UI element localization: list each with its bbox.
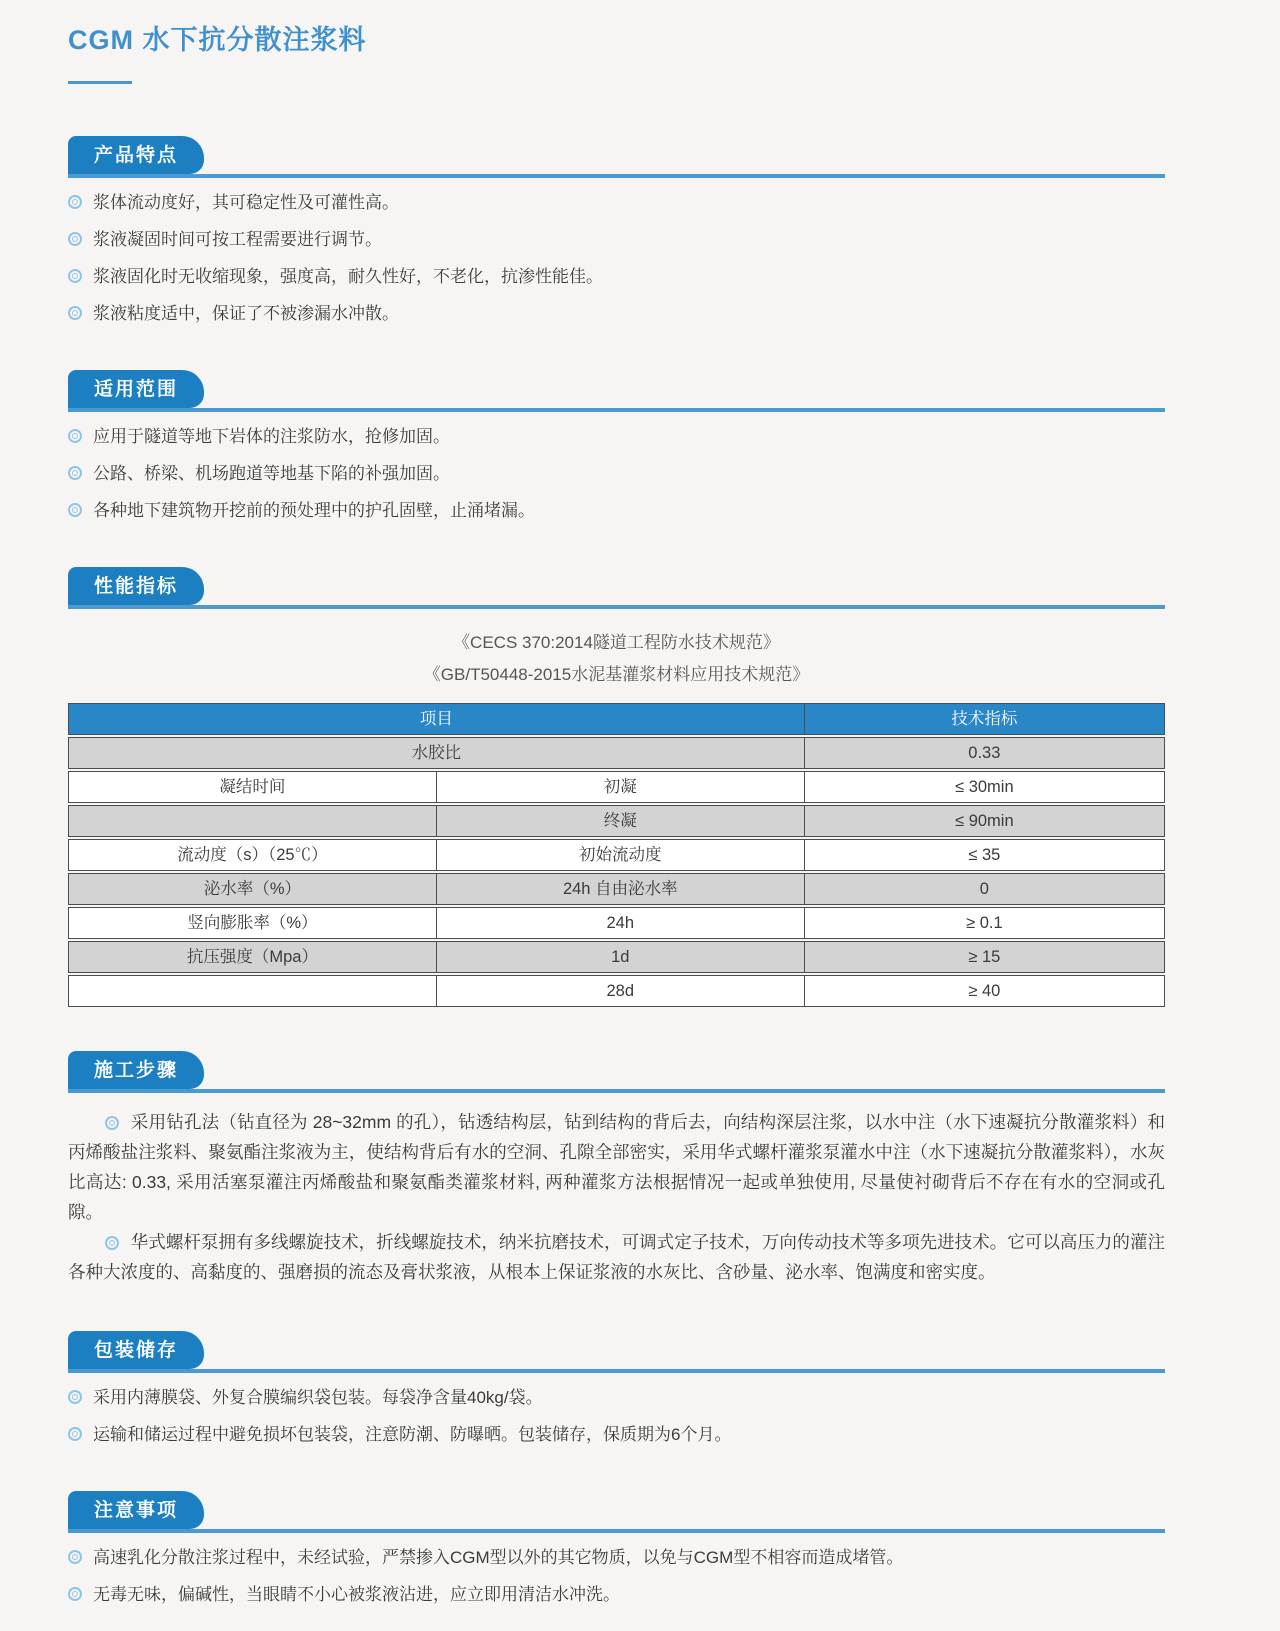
section-heading-tab: 施工步骤 — [68, 1051, 204, 1089]
list-item — [68, 499, 1165, 523]
table-cell: ≤ 35 — [804, 840, 1164, 870]
list-item-text: 浆体流动度好，其可稳定性及可灌性高。 — [93, 193, 399, 212]
list-item — [68, 1546, 1165, 1570]
list-item — [68, 1583, 1165, 1607]
table-row — [68, 907, 1165, 939]
section-heading-rule — [68, 370, 1165, 412]
list-item — [68, 302, 1165, 326]
table-cell: 流动度（s）（25℃） — [177, 846, 328, 864]
table-cell: 24h 自由泌水率 — [436, 874, 804, 904]
section-performance — [68, 567, 1165, 1007]
table-cell: 0.33 — [804, 738, 1164, 768]
table-cell: 24h — [436, 908, 804, 938]
list-item — [68, 228, 1165, 252]
section-construction — [68, 1051, 1165, 1287]
notes-list — [68, 1546, 1165, 1607]
table-row — [68, 975, 1165, 1007]
table-row — [68, 839, 1165, 871]
performance-table — [68, 703, 1165, 1007]
table-row — [68, 941, 1165, 973]
table-cell: ≥ 15 — [804, 942, 1164, 972]
ring-bullet-icon — [68, 503, 82, 517]
ring-bullet-icon — [68, 466, 82, 480]
section-heading-rule — [68, 1051, 1165, 1093]
table-row — [68, 873, 1165, 905]
table-cell — [69, 976, 436, 1006]
standard-reference: 《CECS 370:2014隧道工程防水技术规范》 — [453, 633, 780, 652]
list-item — [68, 191, 1165, 215]
section-heading-tab: 包装储存 — [68, 1331, 204, 1369]
list-item-text: 运输和储运过程中避免损坏包装袋，注意防潮、防曝晒。包装储存，保质期为6个月。 — [93, 1425, 732, 1444]
list-item-text: 浆液固化时无收缩现象，强度高，耐久性好，不老化，抗渗性能佳。 — [93, 267, 603, 286]
table-row — [68, 805, 1165, 837]
section-heading-rule — [68, 567, 1165, 609]
standard-reference: 《GB/T50448-2015水泥基灌浆材料应用技术规范》 — [423, 665, 810, 684]
list-item-text: 高速乳化分散注浆过程中，未经试验，严禁掺入CGM型以外的其它物质，以免与CGM型不相容而造成堵管。 — [93, 1548, 904, 1567]
section-heading-rule — [68, 1331, 1165, 1373]
list-item-text: 无毒无味，偏碱性，当眼睛不小心被浆液沾进，应立即用清洁水冲洗。 — [93, 1585, 620, 1604]
list-item — [68, 265, 1165, 289]
list-item-text: 公路、桥梁、机场跑道等地基下陷的补强加固。 — [93, 464, 450, 483]
list-item-text: 浆液凝固时间可按工程需要进行调节。 — [93, 230, 382, 249]
section-heading-tab: 适用范围 — [68, 370, 204, 408]
list-item-text: 应用于隧道等地下岩体的注浆防水，抢修加固。 — [93, 427, 450, 446]
ring-bullet-icon — [68, 195, 82, 209]
ring-bullet-icon — [68, 429, 82, 443]
table-row — [68, 737, 1165, 769]
ring-bullet-icon — [68, 1587, 82, 1601]
table-cell — [69, 806, 436, 836]
ring-bullet-icon — [68, 269, 82, 283]
table-cell: ≥ 0.1 — [804, 908, 1164, 938]
list-item-text: 浆液粘度适中，保证了不被渗漏水冲散。 — [93, 304, 399, 323]
list-item-text: 各种地下建筑物开挖前的预处理中的护孔固壁，止涌堵漏。 — [93, 501, 535, 520]
list-item — [68, 462, 1165, 486]
table-cell: ≤ 30min — [804, 772, 1164, 802]
list-item — [68, 425, 1165, 449]
section-notes — [68, 1491, 1165, 1607]
table-header-cell: 技术指标 — [804, 704, 1164, 734]
ring-bullet-icon — [105, 1236, 119, 1250]
section-scope — [68, 370, 1165, 523]
table-row — [68, 771, 1165, 803]
table-header-row — [68, 703, 1165, 735]
list-item-text: 采用内薄膜袋、外复合膜编织袋包装。每袋净含量40kg/袋。 — [93, 1388, 543, 1407]
page-title: CGM 水下抗分散注浆料 — [68, 25, 367, 55]
table-cell: 初凝 — [436, 772, 804, 802]
table-header-cell: 项目 — [419, 710, 453, 728]
table-cell: 竖向膨胀率（%） — [187, 914, 318, 932]
table-cell: ≤ 90min — [804, 806, 1164, 836]
table-cell: 凝结时间 — [219, 778, 286, 796]
construction-paragraphs — [68, 1107, 1165, 1287]
construction-paragraph — [68, 1107, 1165, 1227]
table-cell: 28d — [436, 976, 804, 1006]
ring-bullet-icon — [68, 306, 82, 320]
table-cell: 初始流动度 — [436, 840, 804, 870]
packaging-list — [68, 1386, 1165, 1447]
ring-bullet-icon — [68, 1427, 82, 1441]
title-underline — [68, 81, 132, 84]
section-heading-tab: 注意事项 — [68, 1491, 204, 1529]
section-features — [68, 136, 1165, 326]
list-item — [68, 1423, 1165, 1447]
standards-list — [68, 627, 1165, 691]
construction-paragraph — [68, 1227, 1165, 1287]
table-cell: 1d — [436, 942, 804, 972]
section-heading-rule — [68, 1491, 1165, 1533]
table-cell: 抗压强度（Mpa） — [186, 948, 318, 966]
ring-bullet-icon — [68, 1390, 82, 1404]
paragraph-text: 华式螺杆泵拥有多线螺旋技术，折线螺旋技术，纳米抗磨技术，可调式定子技术，万向传动技术等多项先进技术。它可以高压力的灌注各种大浓度的、高黏度的、强磨损的流态及膏状浆液，从根本上保证浆液的水灰比、含砂量、泌水率、饱满度和密实度。 — [68, 1232, 1165, 1282]
table-cell: 0 — [804, 874, 1164, 904]
scope-list — [68, 425, 1165, 523]
paragraph-text: 采用钻孔法（钻直径为 28~32mm 的孔），钻透结构层，钻到结构的背后去，向结构深层注浆，以水中注（水下速凝抗分散灌浆料）和丙烯酸盐注浆料、聚氨酯注浆液为主，使结构背后有水的空洞、孔隙全部密实，采用华式螺杆灌浆泵灌水中注（水下速凝抗分散灌浆料），水灰比高达: 0.33, 采用活塞泵灌注丙烯酸盐和聚氨酯类灌浆材料, 两种灌浆方法根据情况一起或单独使用, 尽量使衬砌背后不存在有水的空洞或孔隙。 — [68, 1112, 1165, 1222]
ring-bullet-icon — [68, 232, 82, 246]
table-cell: ≥ 40 — [804, 976, 1164, 1006]
section-heading-tab: 产品特点 — [68, 136, 204, 174]
section-heading-tab: 性能指标 — [68, 567, 204, 605]
table-cell: 泌水率（%） — [203, 880, 301, 898]
features-list — [68, 191, 1165, 326]
ring-bullet-icon — [105, 1116, 119, 1130]
table-cell: 水胶比 — [411, 744, 462, 762]
list-item — [68, 1386, 1165, 1410]
ring-bullet-icon — [68, 1550, 82, 1564]
table-cell: 终凝 — [436, 806, 804, 836]
section-heading-rule — [68, 136, 1165, 178]
section-packaging — [68, 1331, 1165, 1447]
